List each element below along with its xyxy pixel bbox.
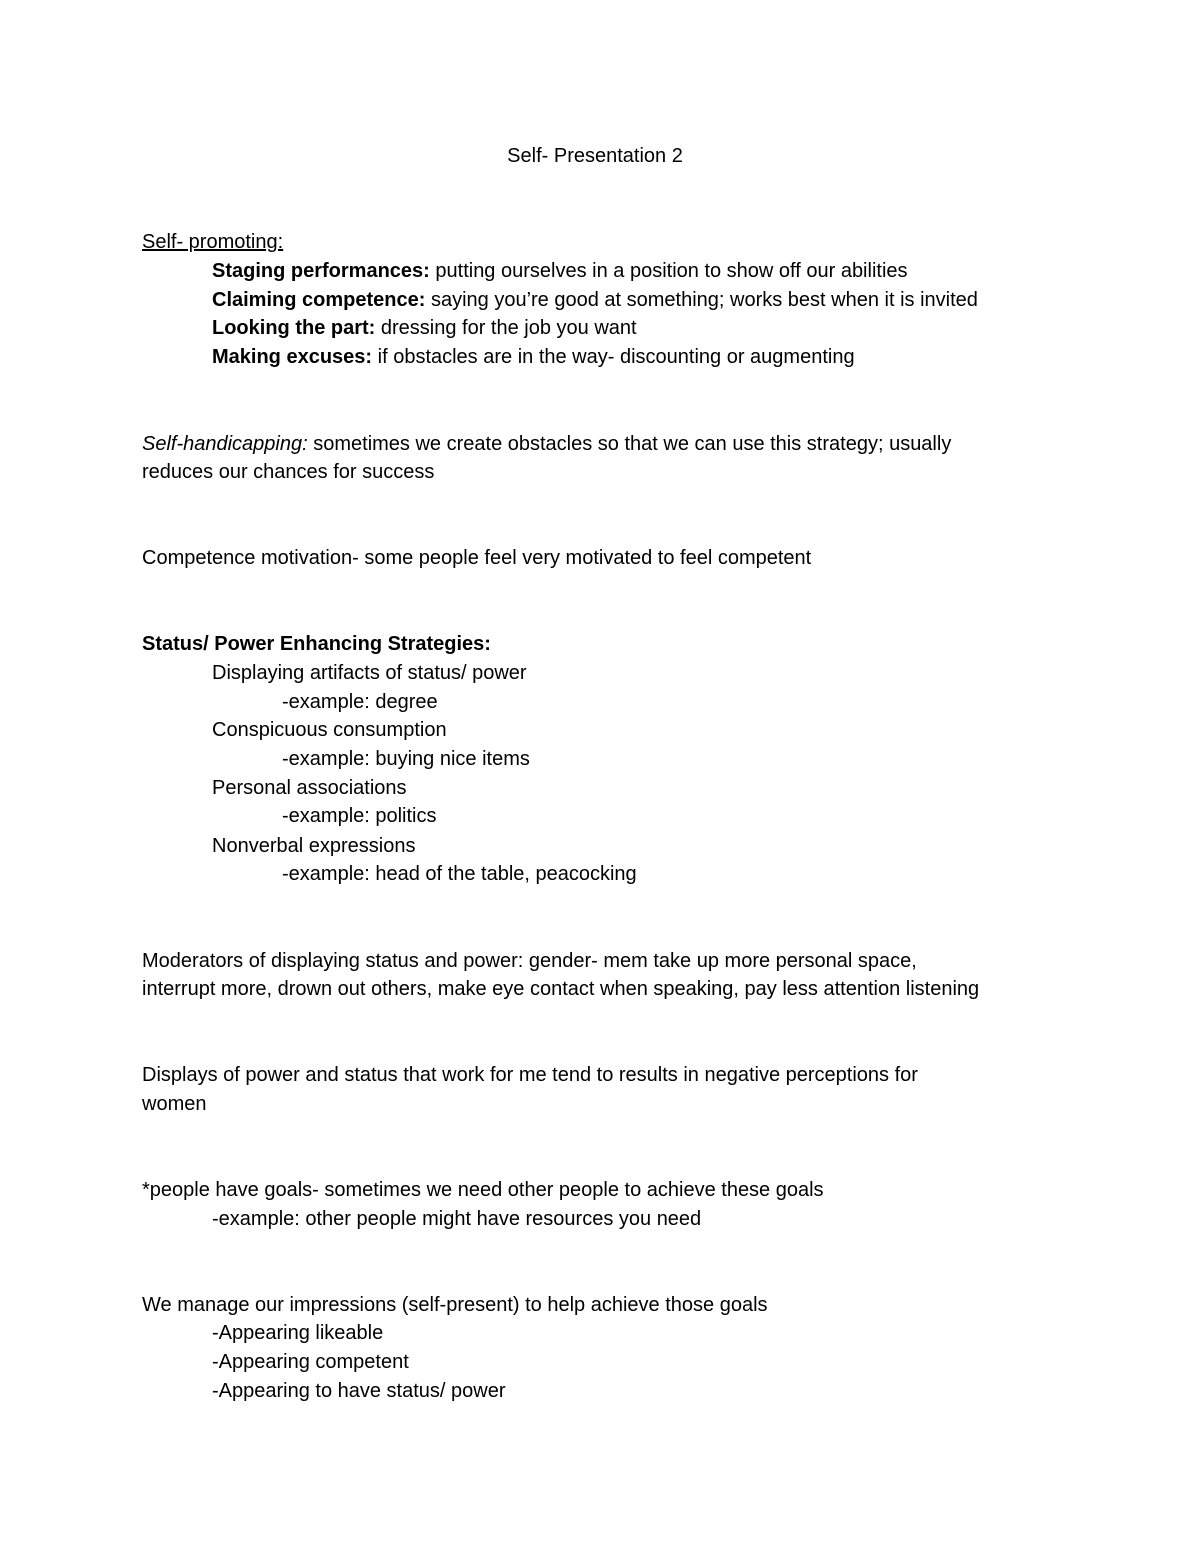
self-handicapping-term: Self-handicapping: (142, 433, 308, 455)
displays-continuation: women (142, 1093, 207, 1115)
self-promoting-item (212, 314, 637, 343)
moderators-paragraph: Moderators of displaying status and power: gender- mem take up more personal space, (142, 950, 917, 972)
manage-impressions-item: -Appearing to have status/ power (212, 1380, 506, 1402)
status-power-item: Personal associations (212, 777, 407, 799)
item-term: Looking the part: (212, 317, 376, 339)
self-promoting-item (212, 343, 855, 372)
self-handicapping-desc: sometimes we create obstacles so that we can use this strategy; usually (307, 433, 952, 455)
competence-motivation-paragraph: Competence motivation- some people feel very motivated to feel competent (142, 547, 812, 569)
status-power-item: Displaying artifacts of status/ power (212, 662, 527, 684)
self-promoting-heading: Self- promoting: (142, 231, 284, 253)
status-power-item: Nonverbal expressions (212, 835, 416, 857)
item-term: Claiming competence: (212, 289, 426, 311)
item-desc: putting ourselves in a position to show off our abilities (429, 260, 908, 282)
self-handicapping-continuation: reduces our chances for success (142, 461, 435, 483)
item-desc: if obstacles are in the way- discounting or augmenting (372, 346, 855, 368)
status-power-item: Conspicuous consumption (212, 719, 447, 741)
item-desc: saying you’re good at something; works best when it is invited (425, 289, 978, 311)
moderators-continuation: interrupt more, drown out others, make eye contact when speaking, pay less attention listening (142, 978, 980, 1000)
goals-example: -example: other people might have resources you need (212, 1208, 702, 1230)
item-desc: dressing for the job you want (375, 317, 637, 339)
item-term: Making excuses: (212, 346, 373, 368)
self-handicapping-line (142, 430, 951, 459)
self-promoting-item (212, 257, 908, 286)
status-power-example: -example: politics (282, 805, 437, 827)
status-power-example: -example: degree (282, 691, 438, 713)
manage-impressions-item: -Appearing likeable (212, 1322, 384, 1344)
status-power-example: -example: buying nice items (282, 748, 530, 770)
manage-impressions-paragraph: We manage our impressions (self-present) to help achieve those goals (142, 1294, 768, 1316)
item-term: Staging performances: (212, 260, 430, 282)
manage-impressions-item: -Appearing competent (212, 1351, 409, 1373)
status-power-example: -example: head of the table, peacocking (282, 863, 637, 885)
displays-paragraph: Displays of power and status that work for me tend to results in negative perceptions for (142, 1064, 918, 1086)
status-power-heading: Status/ Power Enhancing Strategies: (142, 633, 491, 655)
page-title: Self- Presentation 2 (507, 145, 683, 167)
goals-paragraph: *people have goals- sometimes we need other people to achieve these goals (142, 1179, 824, 1201)
self-promoting-item (212, 286, 978, 315)
